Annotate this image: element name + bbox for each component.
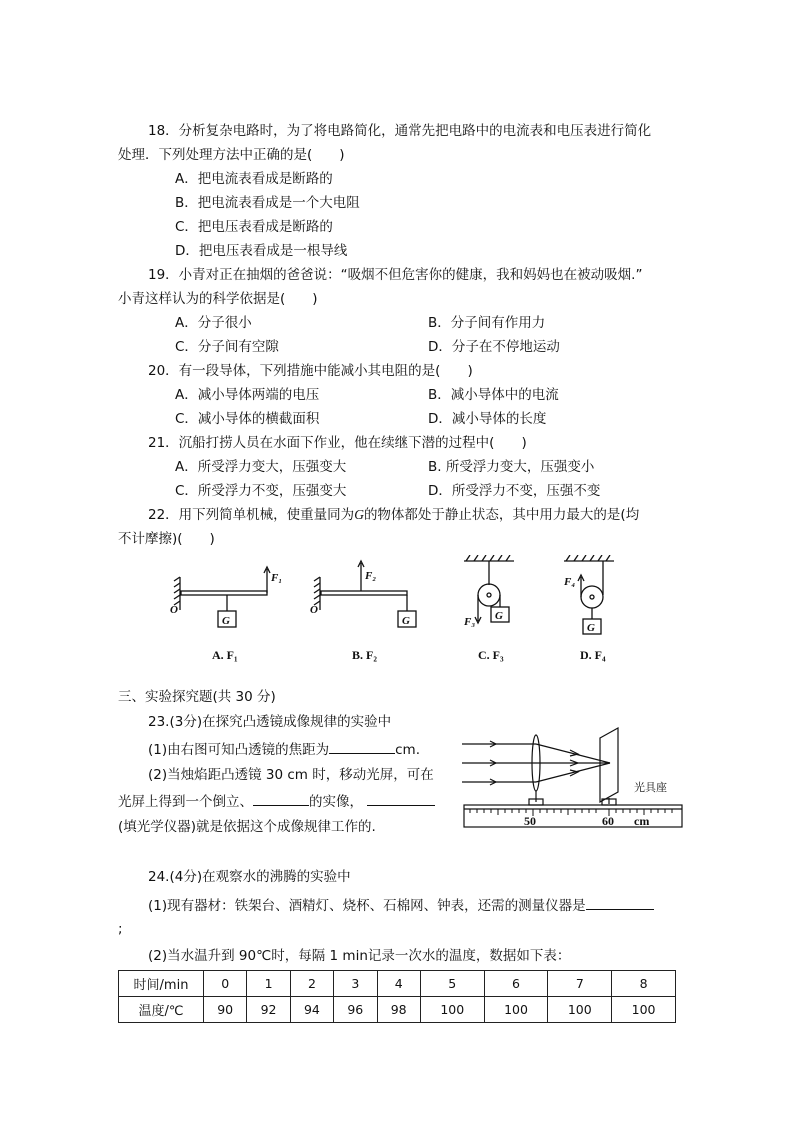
fig-a-fulcrum-label: O [170, 604, 178, 616]
q19-option-a: A．分子很小 [175, 315, 252, 331]
q22-stem-part1: 22．用下列简单机械，使重量同为 [148, 507, 355, 523]
q18-option-b: B．把电流表看成是一个大电阻 [175, 195, 360, 211]
q18-option-c: C．把电压表看成是断路的 [175, 219, 333, 235]
table-cell: 8 [612, 971, 676, 997]
table-cell: 0 [204, 971, 247, 997]
table-cell: 92 [247, 997, 290, 1023]
q22-weight-var: G [354, 507, 364, 522]
q18-option-d: D．把电压表看成是一根导线 [175, 243, 348, 259]
table-cell: 5 [420, 971, 484, 997]
q19-option-d: D．分子在不停地运动 [428, 339, 560, 355]
fig-caption-c: C. F₃ [478, 648, 504, 662]
q24-part1-end: ; [118, 921, 123, 937]
q24-instrument-blank[interactable] [586, 896, 654, 910]
q24-part1-text: (1)现有器材：铁架台、酒精灯、烧杯、石棉网、钟表，还需的测量仪器是 [148, 898, 586, 914]
q24-part2: (2)当水温升到 90℃时，每隔 1 min记录一次水的温度，数据如下表： [148, 948, 571, 964]
q23-stem: 23.(3分)在探究凸透镜成像规律的实验中 [148, 714, 392, 730]
q24-stem: 24.(4分)在观察水的沸腾的实验中 [148, 869, 351, 885]
table-row-temperature [119, 997, 676, 1023]
fig-b-fulcrum-label: O [310, 604, 318, 616]
q21-option-c: C．所受浮力不变，压强变大 [175, 483, 347, 499]
q22-stem-line1 [148, 506, 639, 524]
q23-instrument-blank[interactable] [367, 792, 435, 806]
fig-caption-b: B. F₂ [352, 648, 377, 662]
fig-a-weight-label: G [222, 615, 230, 627]
q23-part3 [118, 792, 435, 811]
q23-part2: (2)当烛焰距凸透镜 30 cm 时，移动光屏，可在 [148, 767, 434, 783]
table-cell: 100 [548, 997, 612, 1023]
q23-optical-bench-figure [462, 726, 684, 830]
table-header-temperature: 温度/℃ [119, 997, 204, 1023]
table-cell: 100 [484, 997, 548, 1023]
q18-stem-line1: 18．分析复杂电路时，为了将电路简化，通常先把电路中的电流表和电压表进行简化 [148, 123, 652, 139]
q21-stem: 21．沉船打捞人员在水面下作业，他在续继下潜的过程中( ) [148, 435, 527, 451]
q21-option-b: B. 所受浮力变大，压强变小 [428, 459, 595, 475]
q22-machines-figure [160, 555, 640, 670]
q21-option-d: D．所受浮力不变，压强不变 [428, 483, 601, 499]
table-cell: 3 [334, 971, 377, 997]
q20-option-d: D．减小导体的长度 [428, 411, 547, 427]
q22-stem-part2: 的物体都处于静止状态，其中用力最大的是(均 [363, 507, 640, 523]
q18-option-a: A．把电流表看成是断路的 [175, 171, 333, 187]
fig-b-force-label: F₂ [365, 570, 377, 582]
table-cell: 2 [290, 971, 333, 997]
table-cell: 98 [377, 997, 420, 1023]
table-header-time: 时间/min [119, 971, 204, 997]
fig-b-weight-label: G [402, 615, 410, 627]
q21-option-a: A．所受浮力变大，压强变大 [175, 459, 347, 475]
q23-image-type-blank[interactable] [253, 792, 309, 806]
q22-stem-line2: 不计摩擦)( ) [118, 531, 215, 547]
q19-option-b: B．分子间有作用力 [428, 315, 546, 331]
q23-focal-length-blank[interactable] [329, 740, 395, 754]
fig-d-force-label: F₄ [564, 576, 576, 588]
q19-option-c: C．分子间有空隙 [175, 339, 279, 355]
table-cell: 90 [204, 997, 247, 1023]
table-cell: 100 [420, 997, 484, 1023]
fig-caption-a: A. F₁ [212, 648, 238, 662]
q23-part1-text: (1)由右图可知凸透镜的焦距为 [148, 742, 330, 758]
table-row-time [119, 971, 676, 997]
fig-a-force-label: F₁ [271, 572, 283, 584]
fig-caption-d: D. F₄ [580, 648, 606, 662]
q24-data-table [118, 970, 676, 1023]
q23-part3-text-b: 的实像， [309, 794, 363, 810]
table-cell: 7 [548, 971, 612, 997]
section-3-title: 三、实验探究题(共 30 分) [118, 689, 276, 705]
bench-tick-50: 50 [524, 814, 536, 828]
q20-stem: 20．有一段导体，下列措施中能减小其电阻的是( ) [148, 363, 473, 379]
q20-option-a: A．减小导体两端的电压 [175, 387, 320, 403]
q19-stem-line1: 19．小青对正在抽烟的爸爸说：“吸烟不但危害你的健康，我和妈妈也在被动吸烟.” [148, 267, 643, 283]
q19-stem-line2: 小青这样认为的科学依据是( ) [118, 291, 318, 307]
fig-c-weight-label: G [495, 610, 503, 622]
table-cell: 1 [247, 971, 290, 997]
q23-part4: (填光学仪器)就是依据这个成像规律工作的. [118, 819, 376, 835]
q20-option-c: C．减小导体的横截面积 [175, 411, 320, 427]
table-cell: 4 [377, 971, 420, 997]
fig-d-weight-label: G [587, 622, 595, 634]
bench-label: 光具座 [634, 781, 667, 794]
q23-part1 [148, 740, 420, 759]
table-cell: 96 [334, 997, 377, 1023]
q23-part3-text-a: 光屏上得到一个倒立、 [118, 794, 253, 810]
bench-tick-60: 60 [602, 814, 614, 828]
q24-part1 [148, 896, 654, 915]
table-cell: 94 [290, 997, 333, 1023]
fig-c-force-label: F₃ [464, 616, 476, 628]
table-cell: 6 [484, 971, 548, 997]
bench-unit: cm [634, 814, 650, 828]
q20-option-b: B．减小导体中的电流 [428, 387, 559, 403]
q18-stem-line2: 处理．下列处理方法中正确的是( ) [118, 147, 345, 163]
table-cell: 100 [612, 997, 676, 1023]
q23-part1-unit: cm. [395, 742, 420, 758]
